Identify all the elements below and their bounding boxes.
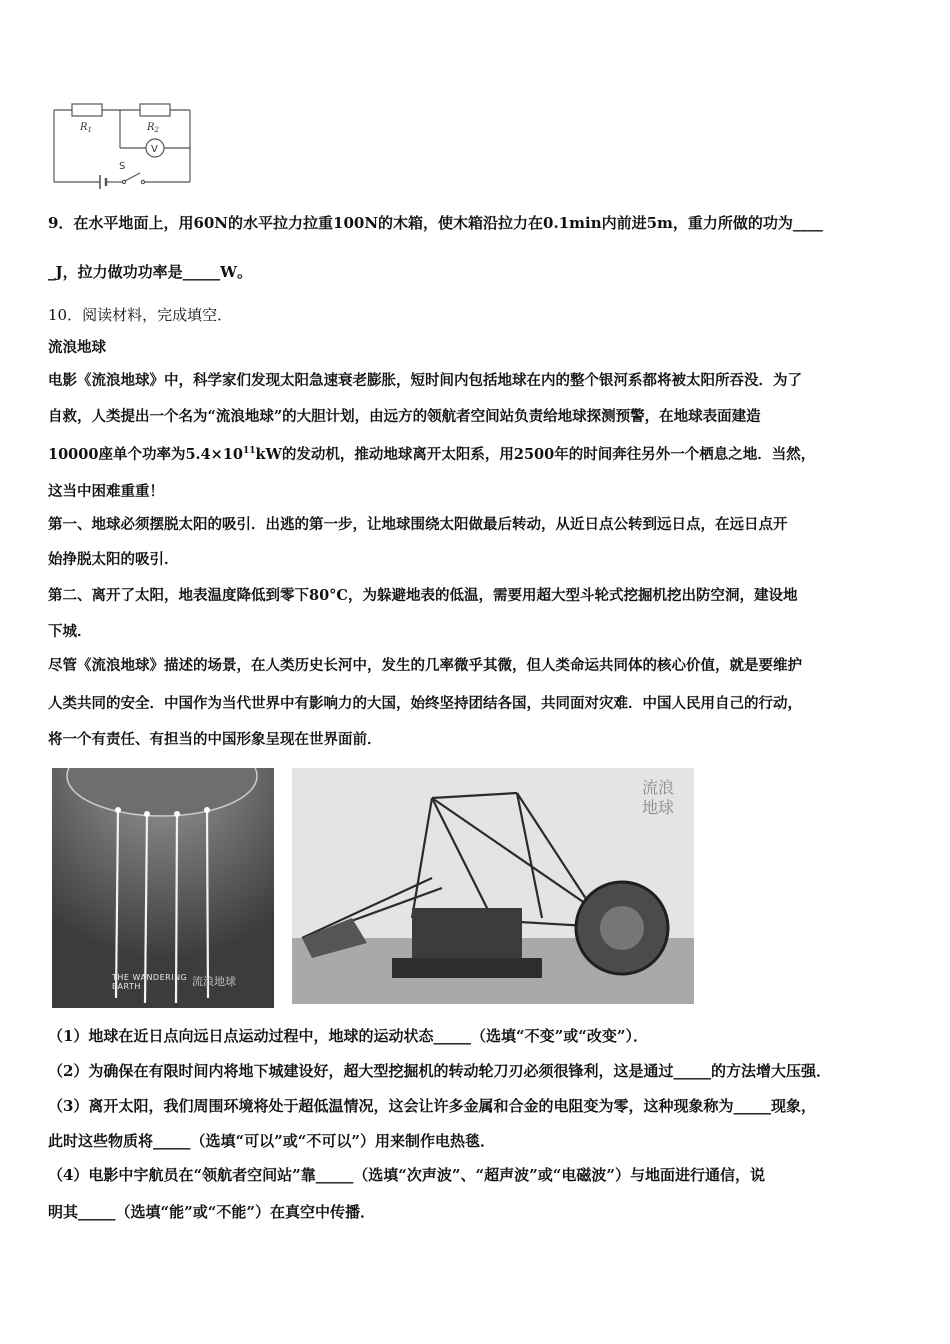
passage-line-7: 第二、离开了太阳，地表温度降低到零下80°C，为躲避地表的低温，需要用超大型斗轮式挖掘机挖出防空洞，建设地 — [48, 587, 798, 604]
passage-line-4: 这当中困难重重！ — [48, 483, 164, 500]
circuit-diagram — [50, 98, 195, 190]
switch-icon — [125, 173, 140, 181]
passage-title: 流浪地球 — [48, 339, 106, 356]
switch-label: S — [119, 161, 126, 172]
question-10-heading: 10．阅读材料，完成填空． — [48, 306, 233, 324]
sub-question-4-line-1: （4）电影中宇航员在“领航者空间站”靠_____（选填“次声波”、“超声波”或“电磁波”）与地面进行通信，说 — [48, 1166, 765, 1184]
r1-label: $R_1$ — [80, 122, 92, 134]
sub-question-3-line-1: （3）离开太阳，我们周围环境将处于超低温情况，这会让许多金属和合金的电阻变为零，这种现象称为_____现象， — [48, 1097, 816, 1115]
r2-label: $R_2$ — [147, 122, 159, 134]
watermark-chinese-title — [634, 778, 682, 818]
poster-english-title: THE WANDERING EARTH — [112, 973, 188, 991]
question-9-line-1: 9．在水平地面上，用60N的水平拉力拉重100N的木箱，使木箱沿拉力在0.1min内前进5m，重力所做的功为____ — [48, 214, 823, 232]
sub-question-2: （2）为确保在有限时间内将地下城建设好，超大型挖掘机的转动轮刀刃必须很锋利，这是通过_____的方法增大压强． — [48, 1062, 831, 1080]
passage-line-3 — [48, 445, 815, 465]
passage-line-2: 自救，人类提出一个名为“流浪地球”的大胆计划，由远方的领航者空间站负责给地球探测预警，在地球表面建造 — [48, 408, 761, 425]
resistor-r1 — [72, 104, 102, 116]
poster-chinese-title: 流浪地球 — [192, 975, 236, 988]
sub-question-1: （1）地球在近日点向远日点运动过程中，地球的运动状态_____（选填“不变”或“改变”）． — [48, 1027, 648, 1045]
voltmeter-label: V — [151, 144, 158, 155]
bucket-wheel-excavator-image — [292, 768, 694, 1004]
resistor-r2 — [140, 104, 170, 116]
passage-line-11: 将一个有责任、有担当的中国形象呈现在世界面前． — [48, 731, 382, 748]
passage-line-8: 下城． — [48, 623, 92, 640]
passage-line-6: 始挣脱太阳的吸引． — [48, 551, 179, 568]
passage-line-3-start: 10000座单个功率为5.4×10 — [48, 446, 243, 463]
passage-line-10: 人类共同的安全．中国作为当代世界中有影响力的大国，始终坚持团结各国，共同面对灾难．中国人民用自己的行动， — [48, 695, 802, 712]
sub-question-4-line-2: 明其_____（选填“能”或“不能”）在真空中传播． — [48, 1203, 376, 1221]
power-exponent: 11 — [243, 446, 256, 457]
sub-question-3-line-2: 此时这些物质将_____（选填“可以”或“不可以”）用来制作电热毯． — [48, 1132, 496, 1150]
passage-line-5: 第一、地球必须摆脱太阳的吸引．出逃的第一步，让地球围绕太阳做最后转动，从近日点公转到远日点，在远日点开 — [48, 516, 788, 533]
watermark-line-1: 流浪 — [641, 778, 674, 797]
passage-line-1: 电影《流浪地球》中，科学家们发现太阳急速衰老膨胀，短时间内包括地球在内的整个银河系都将被太阳所吞没．为了 — [48, 372, 802, 389]
wandering-earth-poster-image — [52, 768, 274, 1008]
watermark-line-2: 地球 — [641, 798, 674, 817]
passage-line-3-end: kW的发动机，推动地球离开太阳系，用2500年的时间奔往另外一个栖息之地．当然， — [255, 446, 816, 463]
passage-line-9: 尽管《流浪地球》描述的场景，在人类历史长河中，发生的几率微乎其微，但人类命运共同体的核心价值，就是要维护 — [48, 657, 802, 674]
question-9-line-2: _J，拉力做功功率是_____W。 — [48, 263, 252, 281]
